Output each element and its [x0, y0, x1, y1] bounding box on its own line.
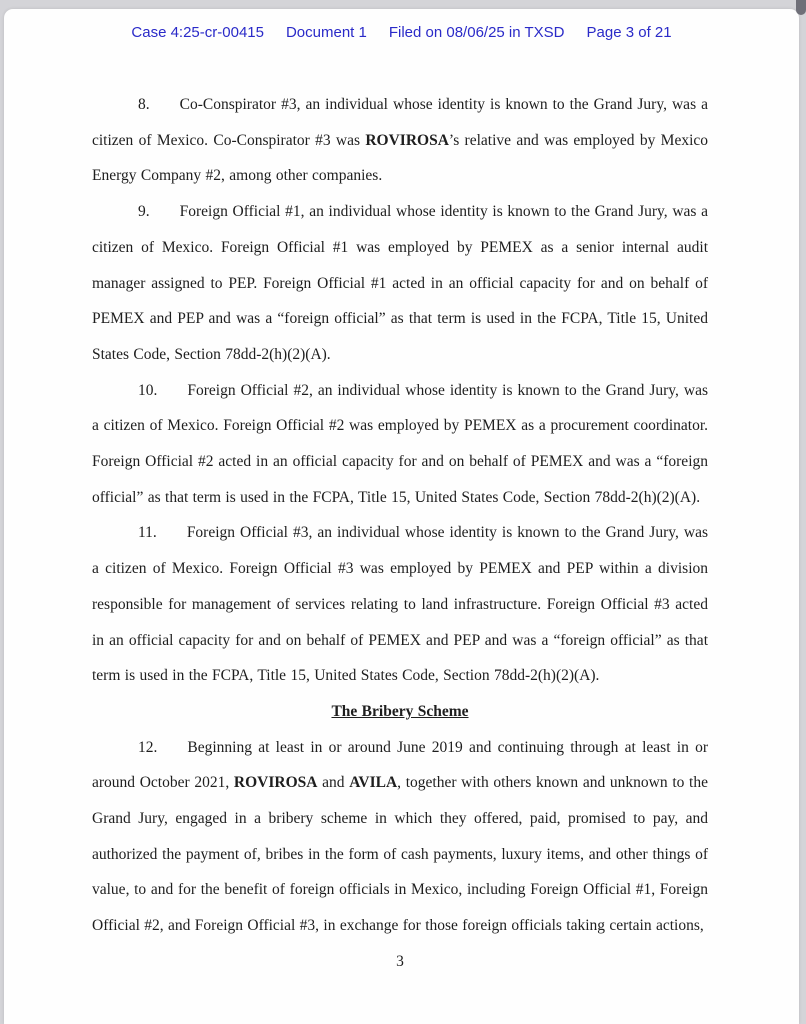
paragraph-number: 10.: [138, 381, 158, 399]
paragraph-text: and: [317, 774, 350, 792]
document-page: [4, 9, 799, 1024]
paragraph-11: [92, 515, 708, 694]
paragraph-text: Foreign Official #3, an individual whose identity is known to the Grand Jury, was a citizen of Mexico. Foreign Official #3 was employed by PEMEX and PEP within a division responsible for management of services relating to land infrastructure. Foreign Official #3 acted in an official capacity for and on behalf of PEMEX and PEP and was a “foreign official” as that term is used in the FCPA, Title 15, United States Code, Section 78dd-2(h)(2)(A).: [92, 524, 708, 685]
paragraph-8: [92, 87, 708, 194]
paragraph-text: , together with others known and unknown to the Grand Jury, engaged in a bribery scheme in which they offered, paid, promised to pay, and authorized the payment of, bribes in the form of cash payments, luxury items, and other things of value, to and for the benefit of foreign officials in Mexico, including Foreign Official #1, Foreign Official #2, and Foreign Official #3, in exchange for those foreign officials taking certain actions,: [92, 774, 708, 935]
paragraph-text: Foreign Official #1, an individual whose identity is known to the Grand Jury, was a citizen of Mexico. Foreign Official #1 was employed by PEMEX as a senior internal audit manager assigned to PEP. Foreign Official #1 acted in an official capacity for and on behalf of PEMEX and PEP and was a “foreign official” as that term is used in the FCPA, Title 15, United States Code, Section 78dd-2(h)(2)(A).: [92, 203, 708, 363]
defendant-name: ROVIROSA: [365, 131, 449, 149]
case-stamp: [4, 24, 799, 41]
stamp-filed-date: Filed on 08/06/25 in TXSD: [388, 24, 565, 41]
paragraph-text: Foreign Official #2, an individual whose identity is known to the Grand Jury, was a citizen of Mexico. Foreign Official #2 was employed by PEMEX as a procurement coordinator. Foreign Official #2 acted in an official capacity for and on behalf of PEMEX and was a “foreign official” as that term is used in the FCPA, Title 15, United States Code, Section 78dd-2(h)(2)(A).: [92, 381, 708, 506]
stamp-document-number: Document 1: [285, 24, 367, 41]
paragraph-number: 9.: [138, 203, 150, 221]
paragraph-12: [92, 730, 708, 944]
paragraph-9: [92, 194, 708, 373]
page-number: 3: [396, 952, 404, 970]
paragraph-text: ’s relative and was employed by Mexico Energy Company #2, among other companies.: [92, 131, 709, 185]
stamp-case-number: Case 4:25-cr-00415: [131, 24, 264, 41]
scrollbar-thumb[interactable]: [796, 0, 806, 15]
defendant-name: ROVIROSA: [233, 774, 318, 792]
document-body: [92, 87, 708, 980]
paragraph-number: 11.: [138, 524, 157, 542]
paragraph-number: 8.: [138, 96, 150, 113]
paragraph-text: Co-Conspirator #3, an individual whose identity is known to the Grand Jury, was a citizen of Mexico. Co-Conspirator #3 was: [92, 96, 708, 149]
section-heading: The Bribery Scheme: [331, 702, 469, 720]
paragraph-10: [92, 373, 708, 516]
stamp-page-indicator: Page 3 of 21: [586, 24, 672, 41]
paragraph-text: Beginning at least in or around June 2019 and continuing through at least in or around October 2021,: [92, 738, 708, 792]
paragraph-number: 12.: [138, 738, 158, 756]
defendant-name: AVILA: [349, 774, 398, 792]
